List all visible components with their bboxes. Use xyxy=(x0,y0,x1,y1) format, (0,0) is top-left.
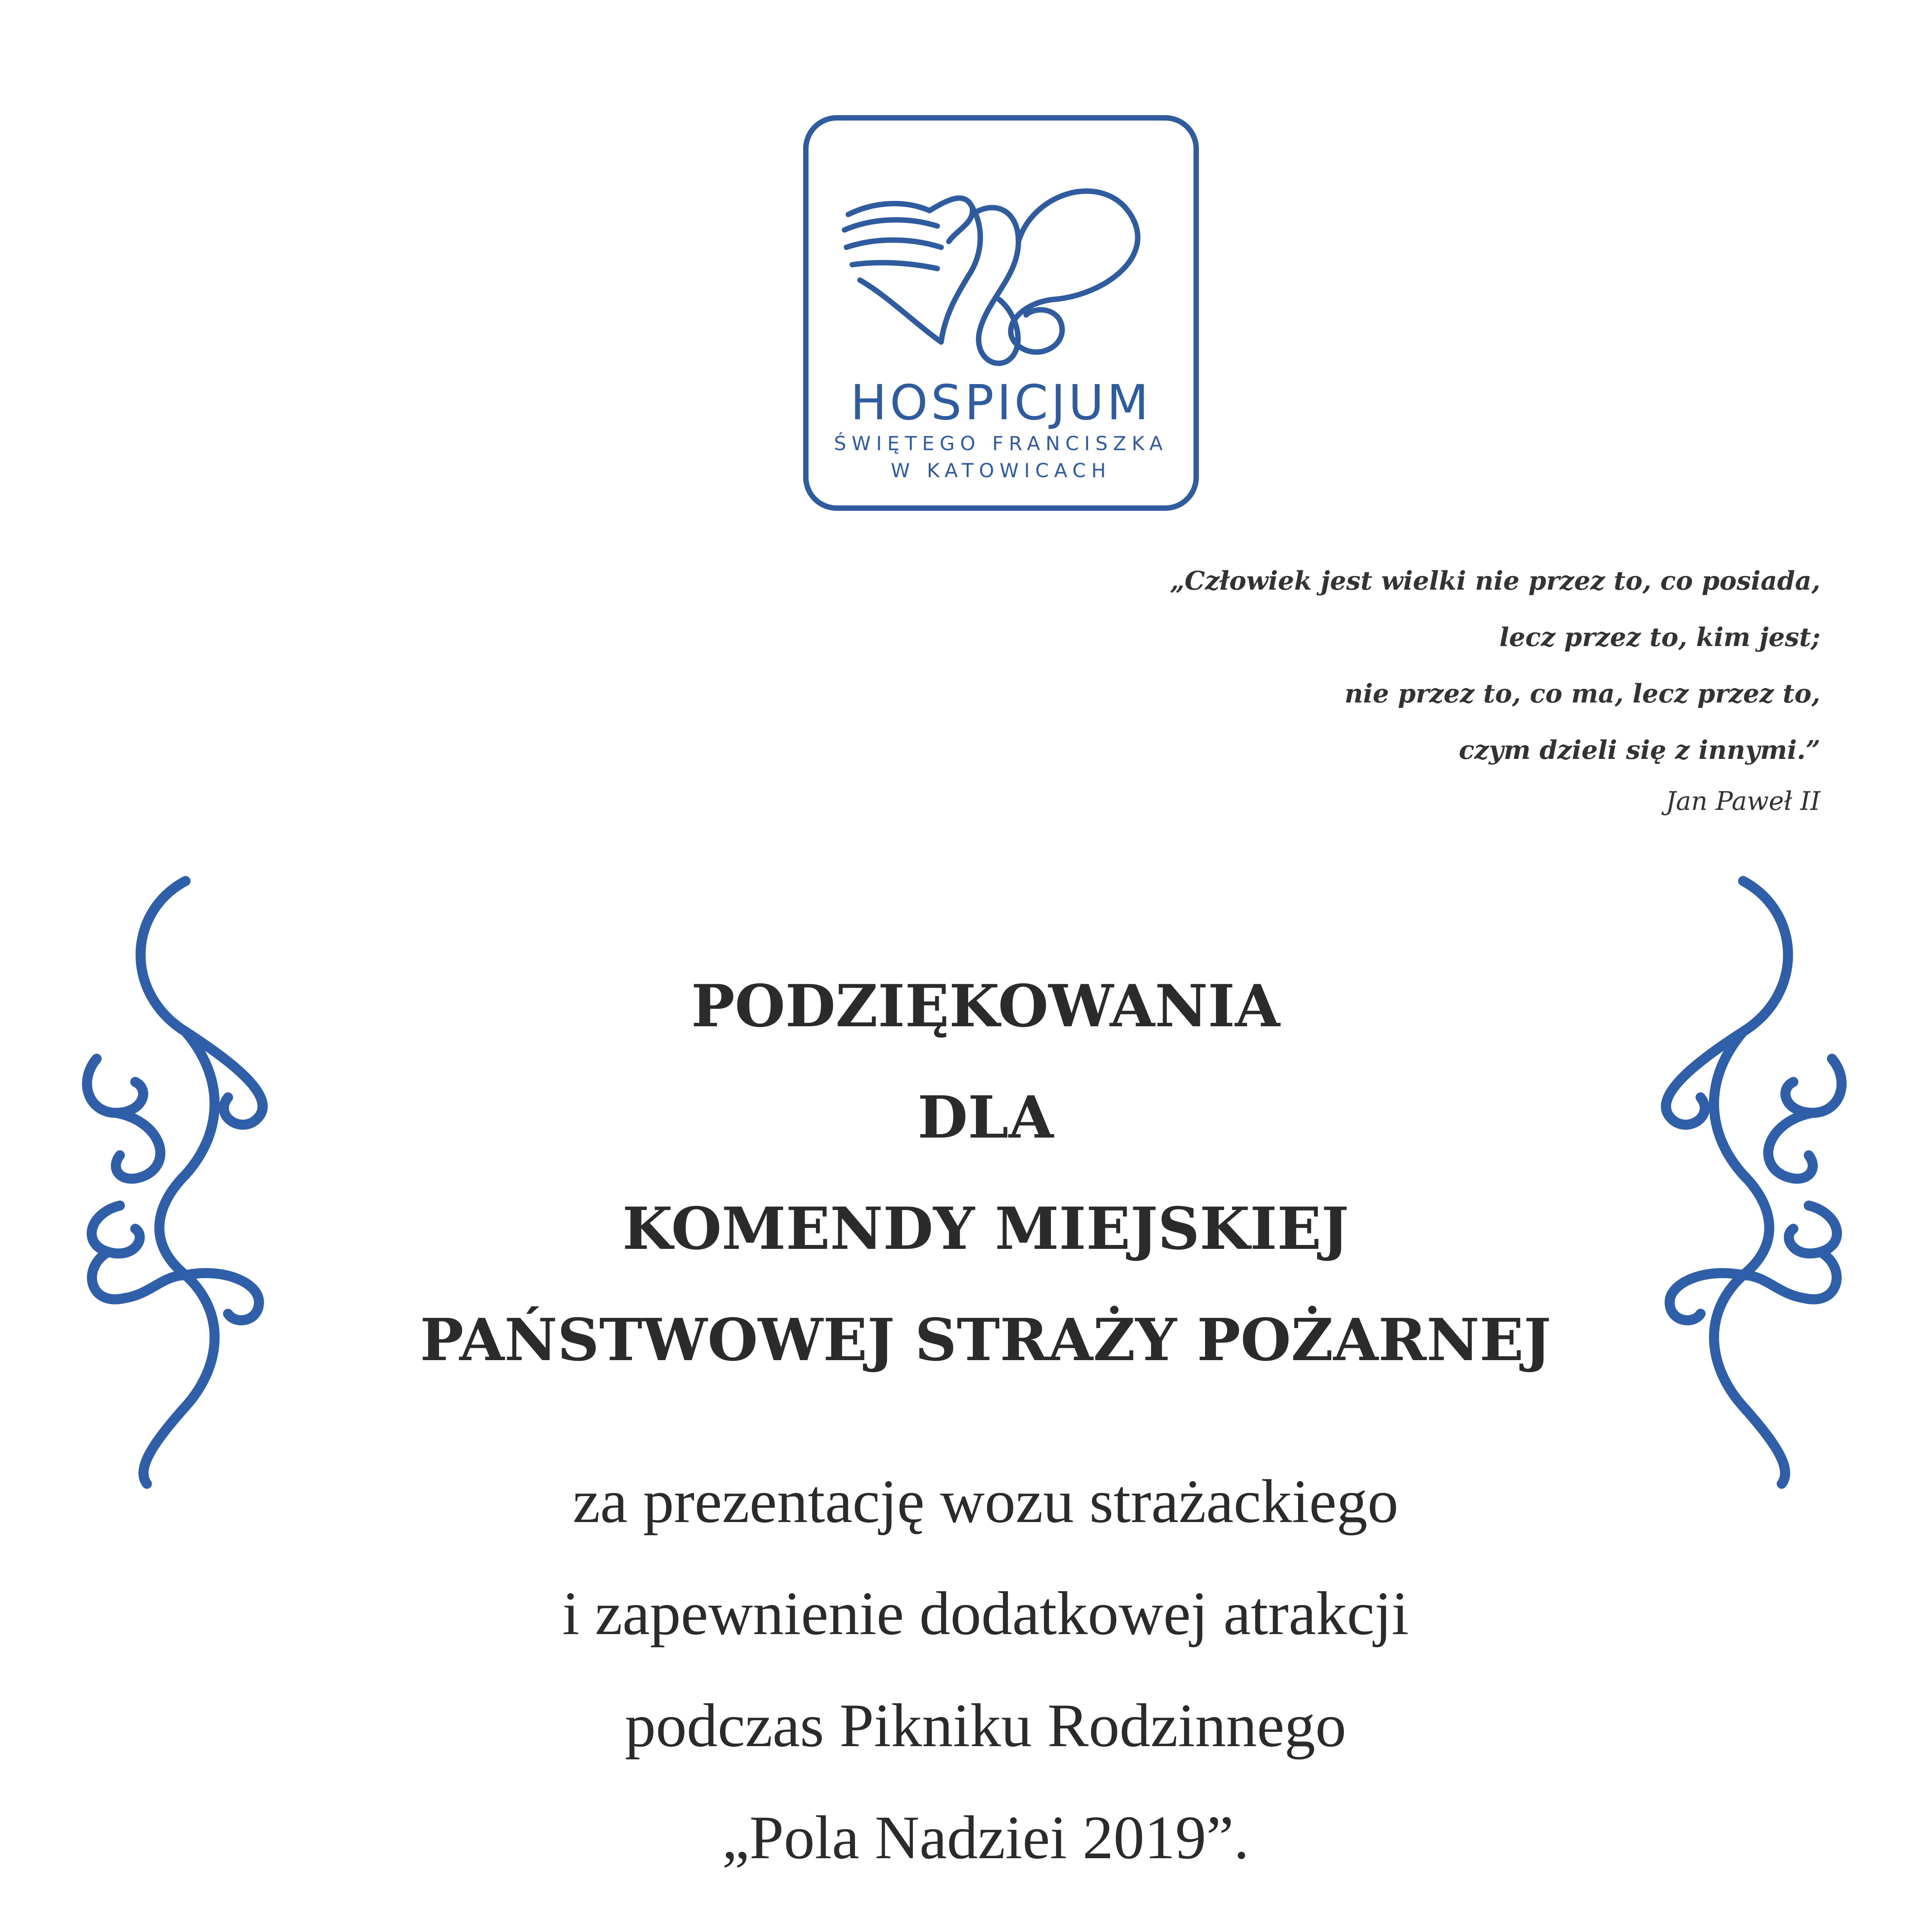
heading-line: DLA xyxy=(918,1083,1054,1151)
logo-name: HOSPICJUM xyxy=(850,375,1152,431)
logo-line-3: W KATOWICACH xyxy=(890,459,1112,482)
body-line: „Pola Nadziei 2019”. xyxy=(722,1803,1249,1872)
ornament-swirl-icon xyxy=(58,866,305,1499)
body-text xyxy=(271,1445,1701,1893)
logo-line-2: ŚWIĘTEGO FRANCISZKA xyxy=(834,432,1168,455)
quote-author: Jan Paweł II xyxy=(1665,786,1820,816)
heading-line: PAŃSTWOWEJ STRAŻY POŻARNEJ xyxy=(420,1306,1551,1374)
hospice-logo xyxy=(802,114,1200,512)
heading-line: PODZIĘKOWANIA xyxy=(691,972,1280,1040)
body-line: za prezentację wozu strażackiego xyxy=(572,1467,1399,1536)
heading-line: KOMENDY MIEJSKIEJ xyxy=(622,1195,1349,1263)
quote-line: lecz przez to, kim jest; xyxy=(1499,622,1820,652)
quote-line: nie przez to, co ma, lecz przez to, xyxy=(1344,679,1820,709)
quote-line: „Człowiek jest wielki nie przez to, co posiada, xyxy=(1170,566,1820,596)
hand-heart-logo-icon xyxy=(802,114,1200,512)
quote-line: czym dzieli się z innymi.” xyxy=(1459,735,1820,765)
body-line: i zapewnienie dodatkowej atrakcji xyxy=(562,1579,1409,1648)
body-line: podczas Pikniku Rodzinnego xyxy=(625,1691,1347,1760)
quote-block xyxy=(815,553,1820,825)
heading xyxy=(271,951,1701,1396)
